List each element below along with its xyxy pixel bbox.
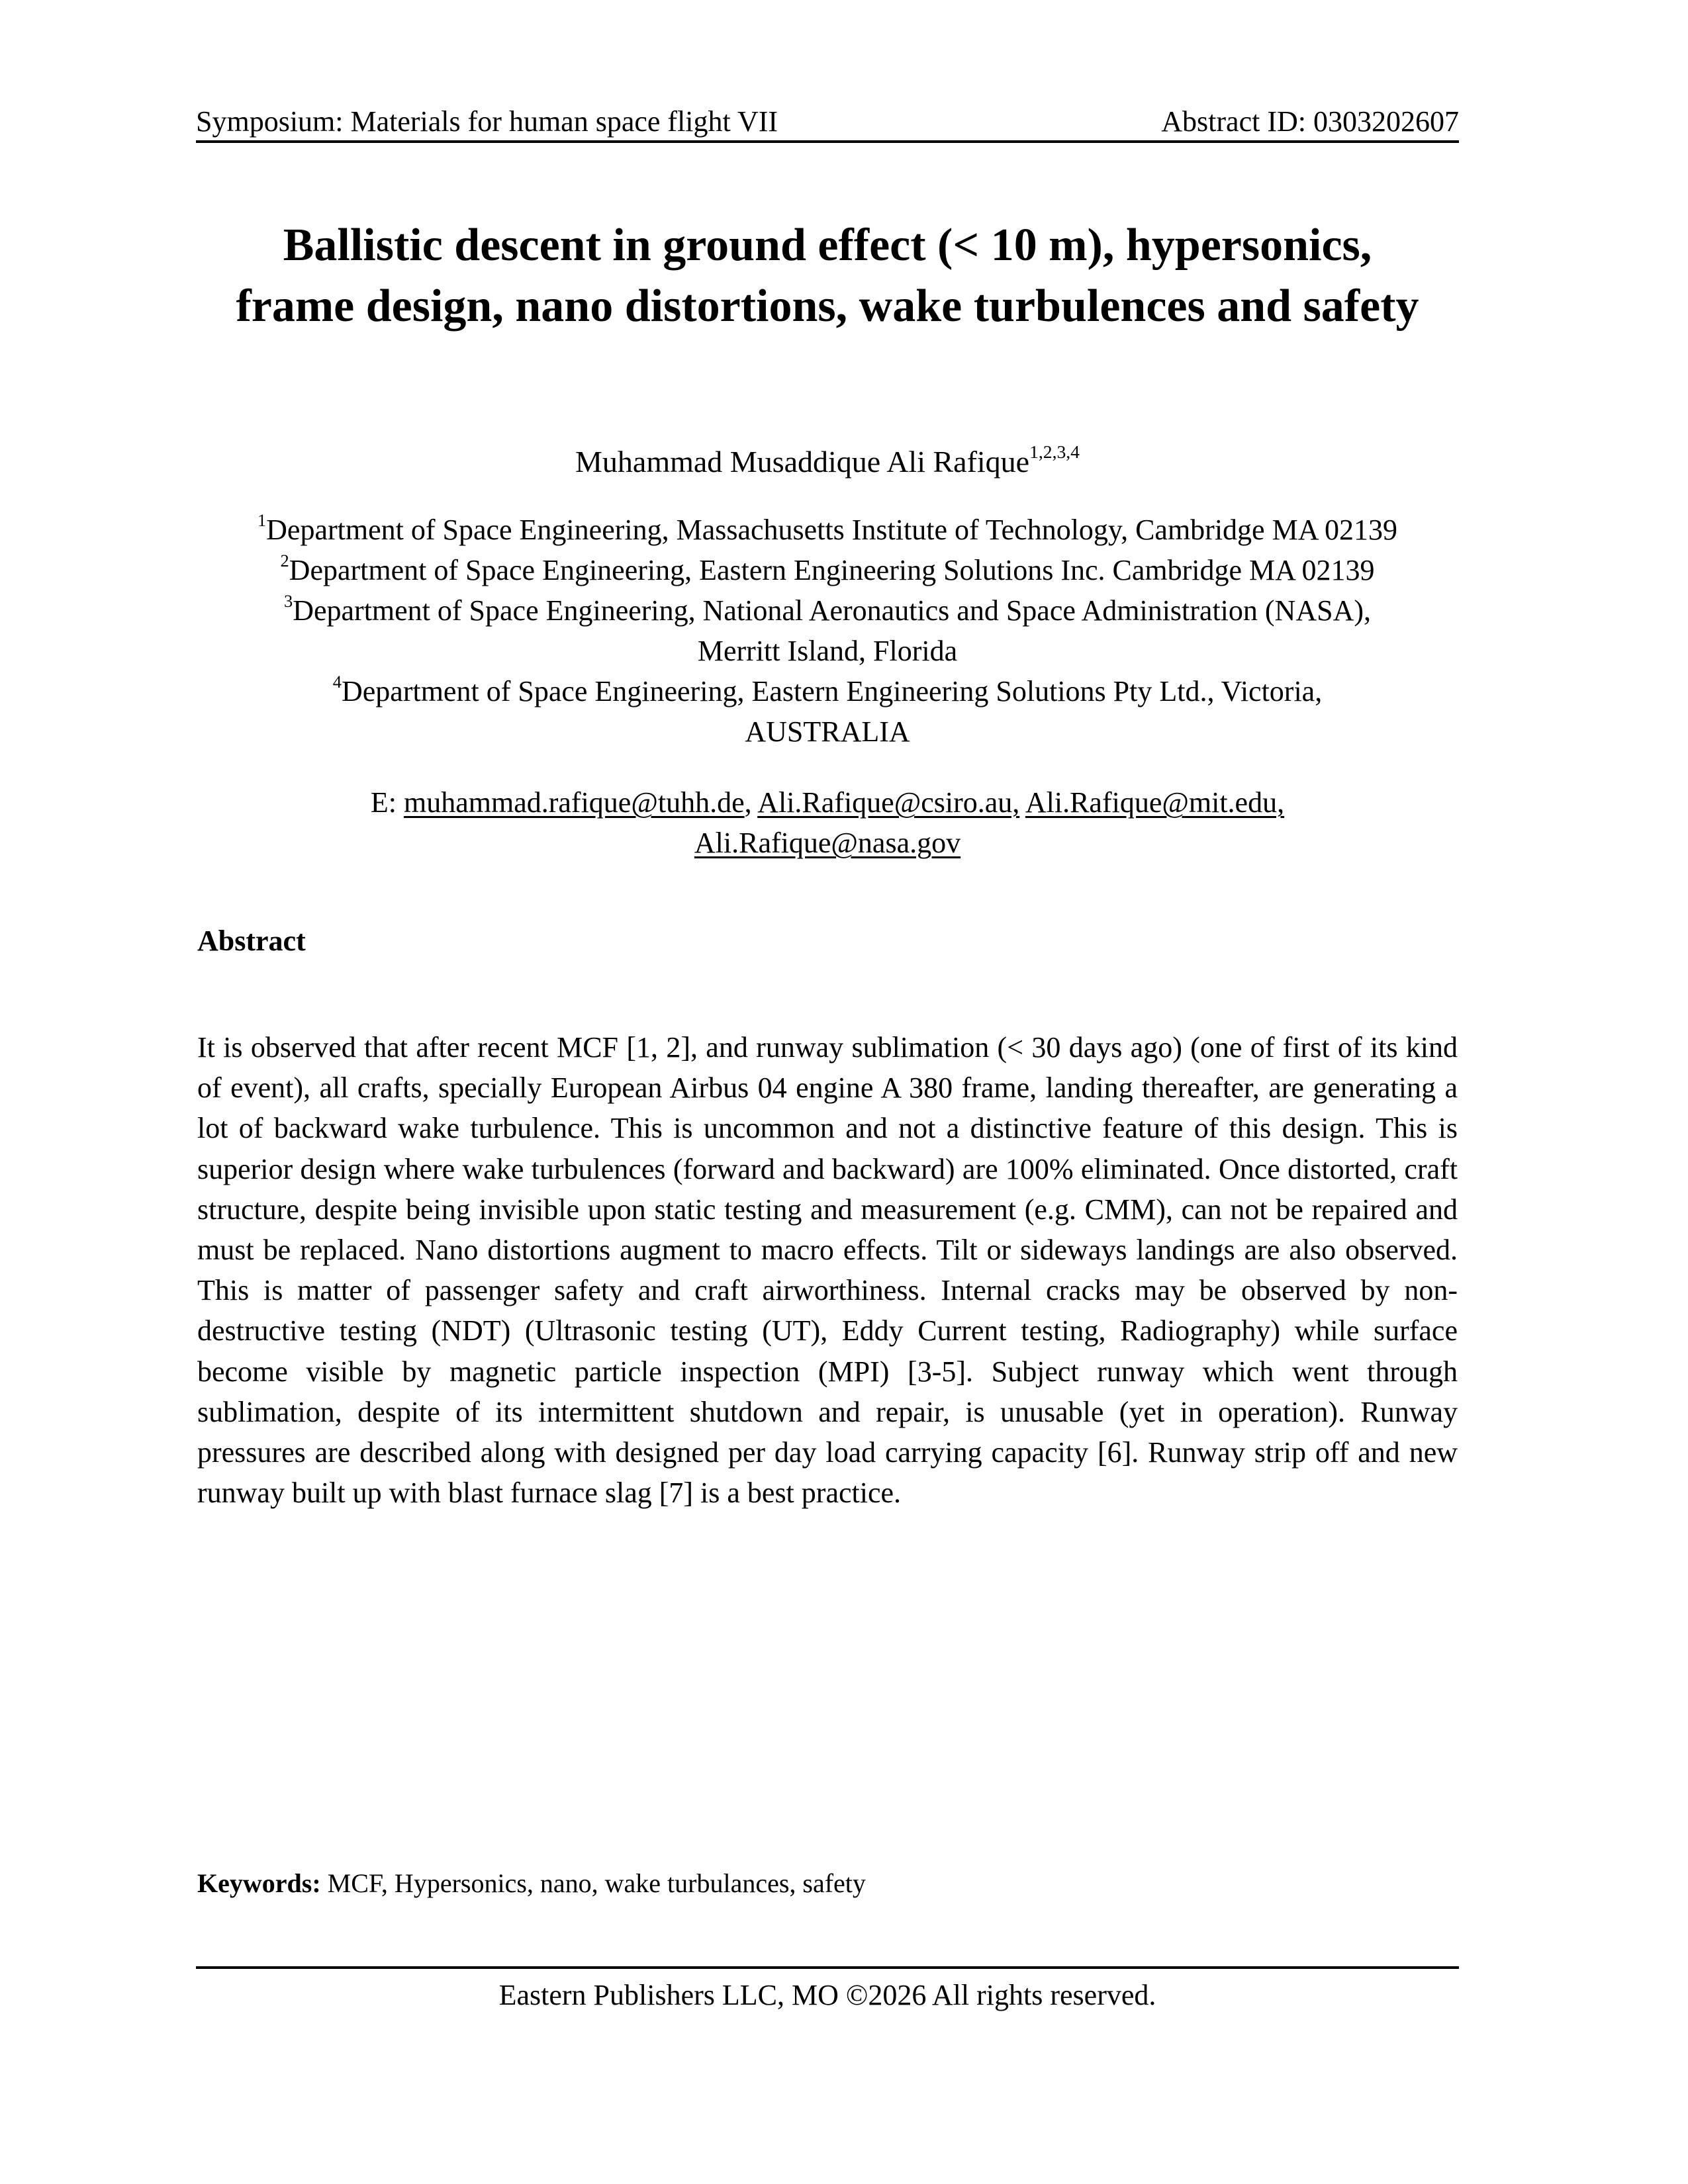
email-line-1 <box>196 782 1459 823</box>
affiliation-text: Department of Space Engineering, National Aeronautics and Space Administration (NASA), <box>293 594 1371 627</box>
email-label: E: <box>370 786 404 819</box>
email-link-nasa[interactable]: Ali.Rafique@nasa.gov <box>694 827 961 859</box>
footer-copyright: Eastern Publishers LLC, MO ©2026 All rights reserved. <box>498 1979 1156 2011</box>
title-line-1: Ballistic descent in ground effect (< 10 m), hypersonics, <box>283 220 1372 271</box>
page-header <box>196 99 1459 143</box>
affiliation-text: Department of Space Engineering, Massachusetts Institute of Technology, Cambridge MA 02139 <box>266 514 1398 546</box>
email-line-2 <box>196 823 1459 863</box>
email-link-tuhh[interactable]: muhammad.rafique@tuhh.de <box>404 786 745 819</box>
contact-emails <box>196 782 1459 863</box>
affiliation-4 <box>196 671 1459 711</box>
affiliation-text: Department of Space Engineering, Eastern Engineering Solutions Inc. Cambridge MA 02139 <box>289 554 1375 586</box>
abstract-body: It is observed that after recent MCF [1, 2], and runway sublimation (< 30 days ago) (one of first of its kind of event), all crafts, specially European Airbus 04 engine A 380 frame, landing thereafter, are generating a lot of backward wake turbulence. This is uncommon and not a distinctive feature of this design. This is superior design where wake turbulences (forward and backward) are 100% eliminated. Once distorted, craft structure, despite being invisible upon static testing and measurement (e.g. CMM), can not be repaired and must be replaced. Nano distortions augment to macro effects. Tilt or sideways landings are also observed. This is matter of passenger safety and craft airworthiness. Internal cracks may be observed by non-destructive testing (NDT) (Ultrasonic testing (UT), Eddy Current testing, Radiography) while surface become visible by magnetic particle inspection (MPI) [3-5]. Subject runway which went through sublimation, despite of its intermittent shutdown and repair, is unusable (yet in operation). Runway pressures are described along with designed per day load carrying capacity [6]. Runway strip off and new runway built up with blast furnace slag [7] is a best practice. <box>197 1031 1458 1510</box>
title-line-2: frame design, nano distortions, wake turbulences and safety <box>236 281 1419 332</box>
author-affiliation-marks: 1,2,3,4 <box>1029 441 1080 463</box>
affiliation-2 <box>196 550 1459 590</box>
affiliation-mark: 3 <box>284 591 293 612</box>
abstract-id: Abstract ID: 0303202607 <box>1161 105 1459 138</box>
keywords <box>197 1865 866 1902</box>
keywords-value: MCF, Hypersonics, nano, wake turbulances, safety <box>320 1868 866 1898</box>
affiliations <box>196 510 1459 752</box>
abstract-heading: Abstract <box>197 925 306 957</box>
email-separator: , <box>744 786 758 819</box>
email-link-csiro[interactable]: Ali.Rafique@csiro.au, <box>757 786 1020 819</box>
affiliation-mark: 1 <box>257 510 267 531</box>
affiliation-3 <box>196 590 1459 631</box>
affiliation-4-continued <box>196 711 1459 752</box>
affiliation-text: AUSTRALIA <box>745 715 910 748</box>
affiliation-text: Department of Space Engineering, Eastern Engineering Solutions Pty Ltd., Victoria, <box>342 675 1323 707</box>
footer-divider <box>196 1966 1459 1969</box>
author <box>196 442 1459 482</box>
affiliation-mark: 4 <box>332 672 342 692</box>
affiliation-text: Merritt Island, Florida <box>697 635 958 667</box>
affiliation-1 <box>196 510 1459 550</box>
affiliation-mark: 2 <box>280 551 289 571</box>
email-link-mit[interactable]: Ali.Rafique@mit.edu, <box>1025 786 1285 819</box>
affiliation-3-continued <box>196 631 1459 671</box>
author-name: Muhammad Musaddique Ali Rafique <box>575 445 1030 478</box>
symposium-name: Symposium: Materials for human space flight VII <box>196 105 778 138</box>
paper-title <box>196 215 1459 337</box>
keywords-label: Keywords: <box>197 1868 321 1898</box>
